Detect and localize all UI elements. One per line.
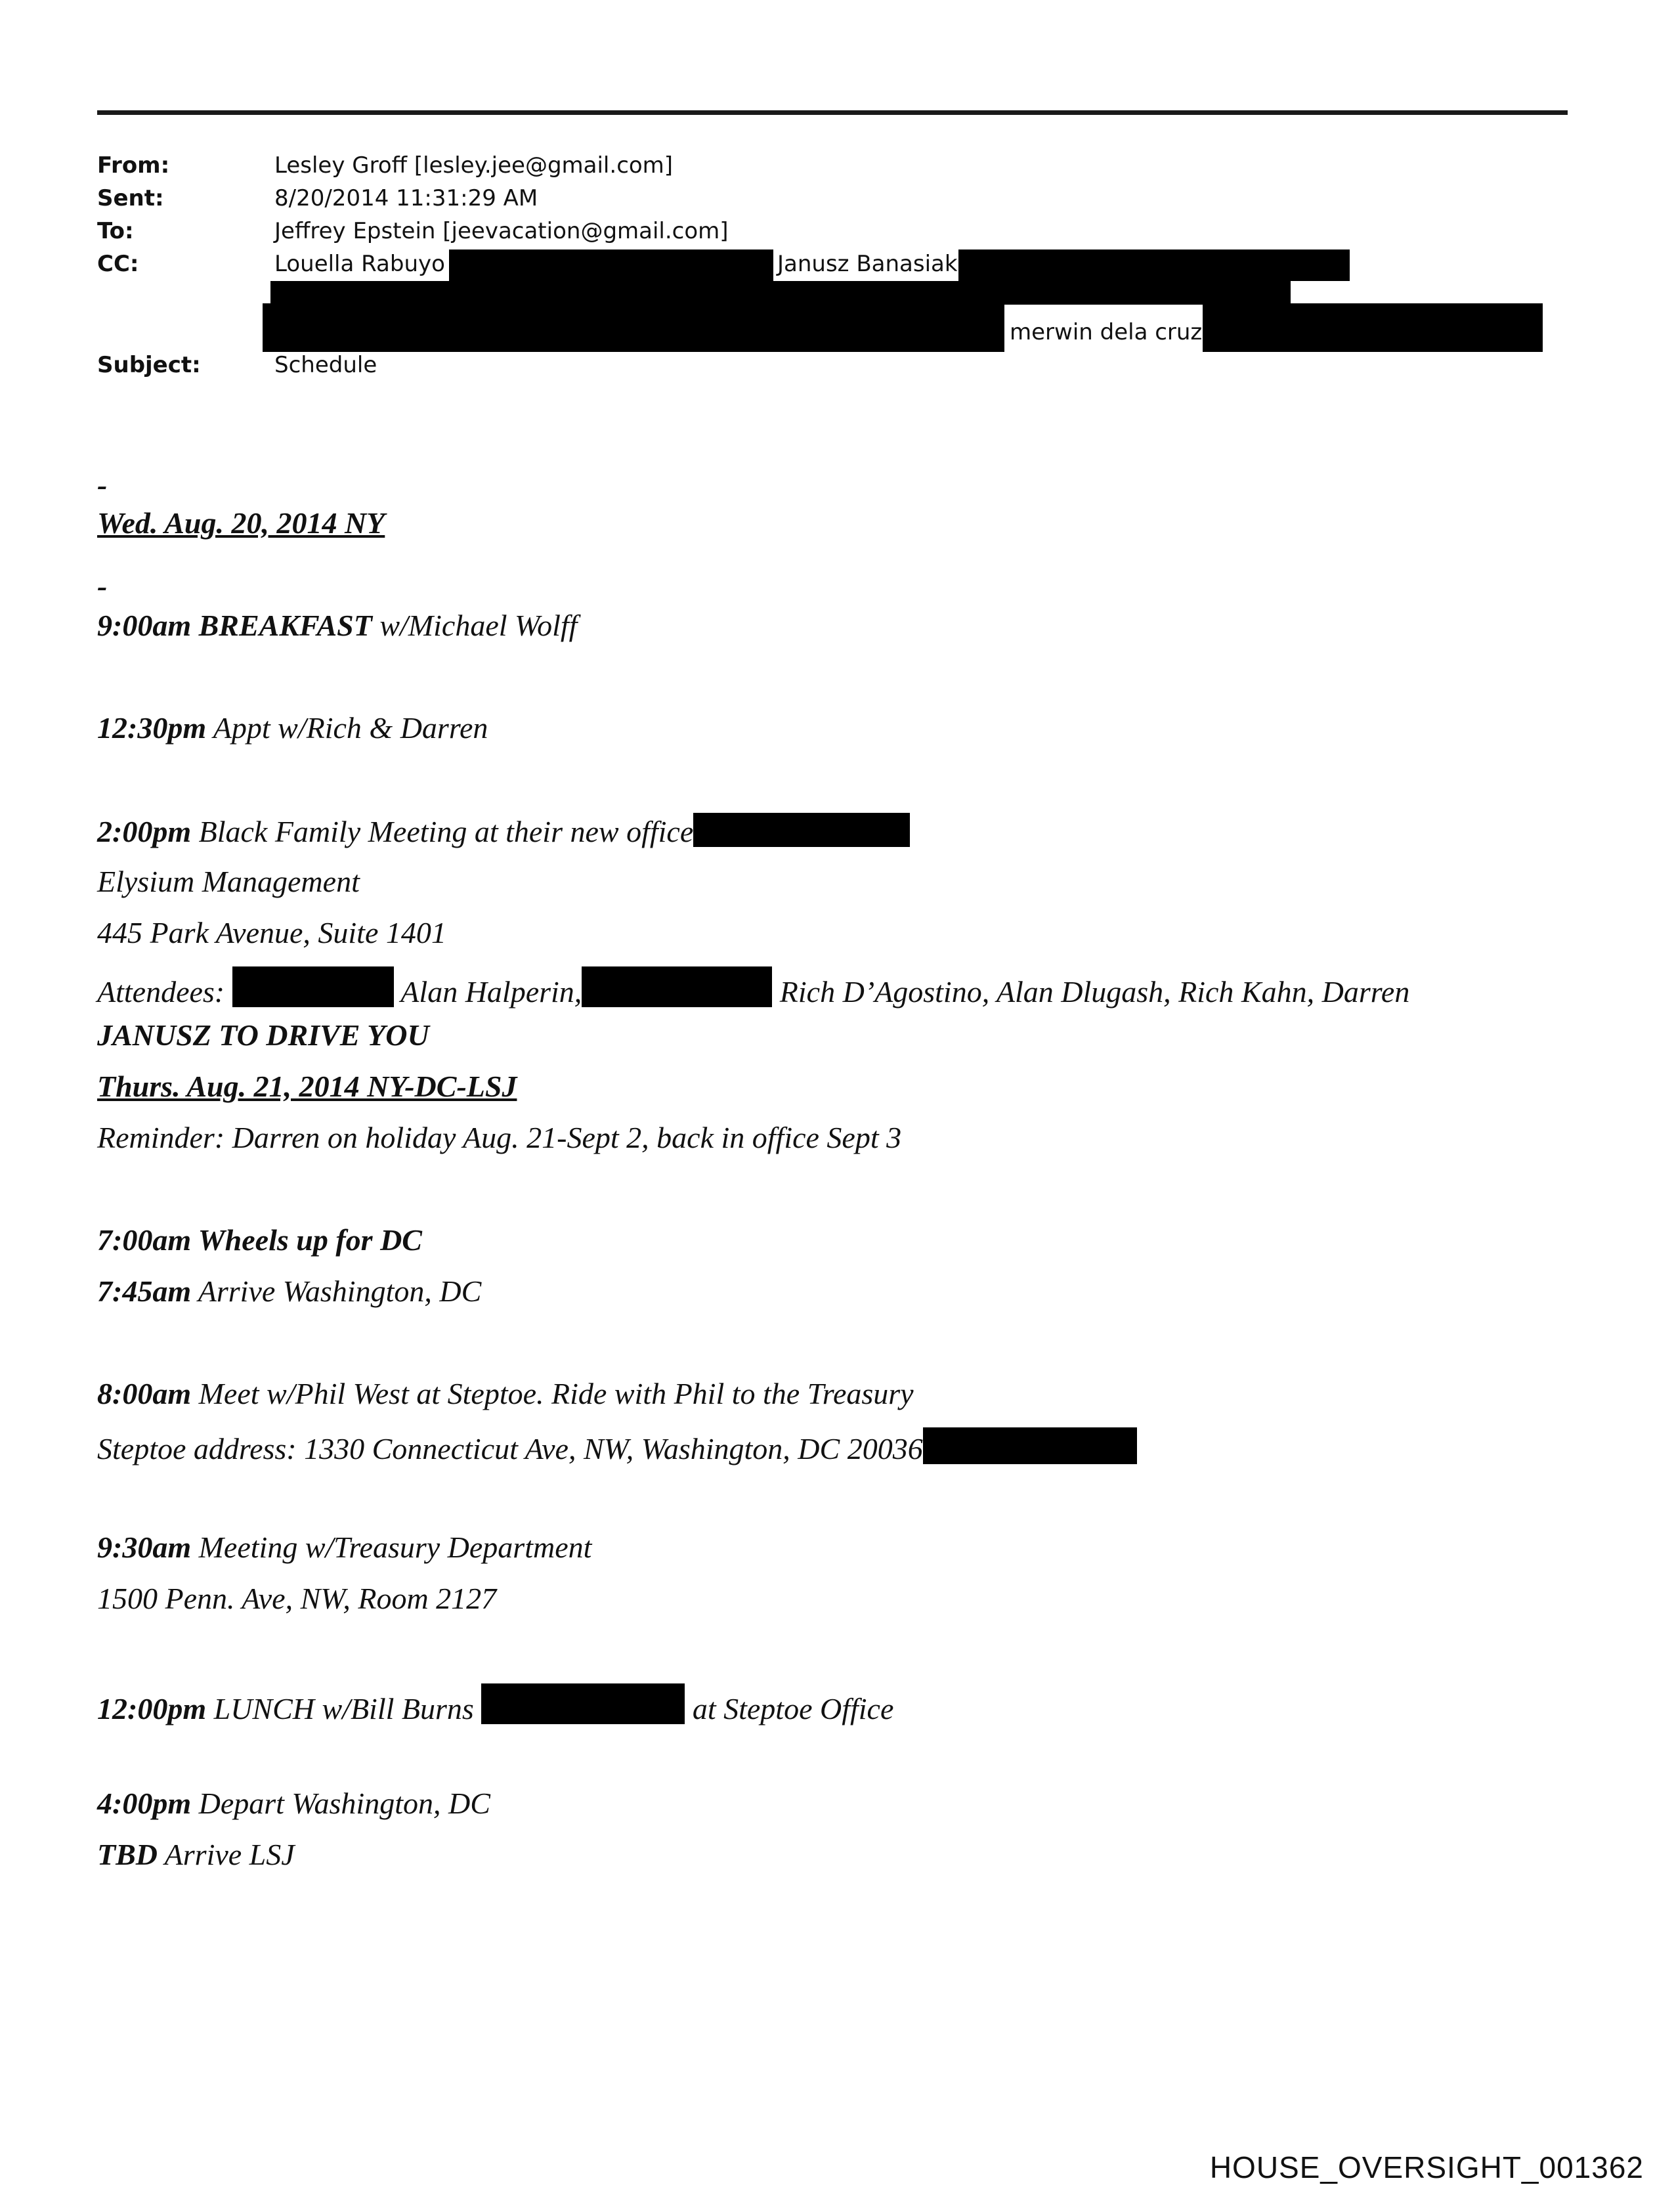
redaction-block [582, 966, 772, 1007]
day-heading: Wed. Aug. 20, 2014 NY [97, 506, 385, 540]
event-time: 12:00pm [97, 1692, 207, 1725]
event-title: BREAKFAST [198, 609, 372, 642]
schedule-item [97, 1376, 914, 1412]
cc-label: CC: [97, 251, 139, 277]
to-label: To: [97, 218, 134, 244]
redaction-block [232, 966, 394, 1007]
redaction-block [270, 281, 1291, 305]
event-time: 9:30am [97, 1530, 192, 1564]
header-rule [97, 110, 1568, 115]
redaction-block [449, 249, 773, 281]
to-value: Jeffrey Epstein [jeevacation@gmail.com] [274, 218, 729, 244]
schedule-item [97, 1274, 481, 1309]
event-time: 7:00am [97, 1223, 192, 1257]
steptoe-address: Steptoe address: 1330 Connecticut Ave, NW, Washington, DC 20036 [97, 1432, 923, 1465]
drive-note: JANUSZ TO DRIVE YOU [97, 1018, 429, 1052]
dash-separator: - [97, 569, 108, 603]
day-heading: Thurs. Aug. 21, 2014 NY-DC-LSJ [97, 1070, 517, 1103]
cc-name: Louella Rabuyo [274, 251, 445, 277]
redaction-block [693, 813, 910, 847]
from-label: From: [97, 152, 170, 179]
event-text: Arrive Washington, DC [191, 1274, 482, 1308]
schedule-item [97, 813, 910, 850]
event-time: 4:00pm [97, 1787, 192, 1820]
attendees-label: Attendees: [97, 975, 232, 1008]
from-value: Lesley Groff [lesley.jee@gmail.com] [274, 152, 674, 179]
attendee-name: Alan Halperin, [393, 975, 582, 1008]
event-detail [97, 1427, 1137, 1467]
attendees-line [97, 966, 1409, 1010]
reminder-text: Reminder: Darren on holiday Aug. 21-Sept 2, back in office Sept 3 [97, 1121, 902, 1154]
attendee-names: Rich D’Agostino, Alan Dlugash, Rich Kahn, Darren [772, 975, 1410, 1008]
redaction-block [1203, 303, 1543, 352]
event-text: Meet w/Phil West at Steptoe. Ride with Phil to the Treasury [191, 1377, 914, 1410]
event-detail: Elysium Management [97, 865, 360, 898]
cc-name: Janusz Banasiak [777, 251, 958, 277]
event-time: 2:00pm [97, 815, 192, 848]
redaction-block [923, 1427, 1137, 1464]
schedule-item [97, 1786, 490, 1821]
event-text: LUNCH w/Bill Burns [206, 1692, 482, 1725]
event-time: 7:45am [97, 1274, 192, 1308]
event-text: Depart Washington, DC [191, 1787, 490, 1820]
subject-label: Subject: [97, 352, 201, 378]
bates-number: HOUSE_OVERSIGHT_001362 [1209, 2150, 1644, 2184]
schedule-item [97, 1837, 295, 1873]
cc-name: merwin dela cruz [1010, 319, 1203, 345]
event-text: w/Michael Wolff [372, 609, 578, 642]
sent-label: Sent: [97, 185, 164, 211]
event-detail: 1500 Penn. Ave, NW, Room 2127 [97, 1582, 497, 1615]
schedule-item [97, 1530, 591, 1565]
subject-value: Schedule [274, 352, 377, 378]
schedule-item [97, 710, 488, 746]
event-title: Wheels up for DC [198, 1223, 422, 1257]
schedule-item [97, 1223, 422, 1258]
sent-value: 8/20/2014 11:31:29 AM [274, 185, 538, 211]
event-text: at Steptoe Office [685, 1692, 894, 1725]
schedule-item [97, 608, 577, 643]
event-time: 9:00am [97, 609, 192, 642]
event-text: Meeting w/Treasury Department [191, 1530, 592, 1564]
event-text: Appt w/Rich & Darren [206, 711, 488, 745]
event-time: TBD [97, 1838, 158, 1871]
redaction-block [958, 249, 1350, 281]
dash-separator: - [97, 468, 108, 502]
event-text: Arrive LSJ [158, 1838, 295, 1871]
event-time: 8:00am [97, 1377, 192, 1410]
redaction-block [481, 1683, 685, 1724]
schedule-item [97, 1683, 893, 1727]
event-time: 12:30pm [97, 711, 207, 745]
event-detail: 445 Park Avenue, Suite 1401 [97, 916, 446, 949]
redaction-block [263, 303, 1004, 352]
event-text: Black Family Meeting at their new office [191, 815, 694, 848]
